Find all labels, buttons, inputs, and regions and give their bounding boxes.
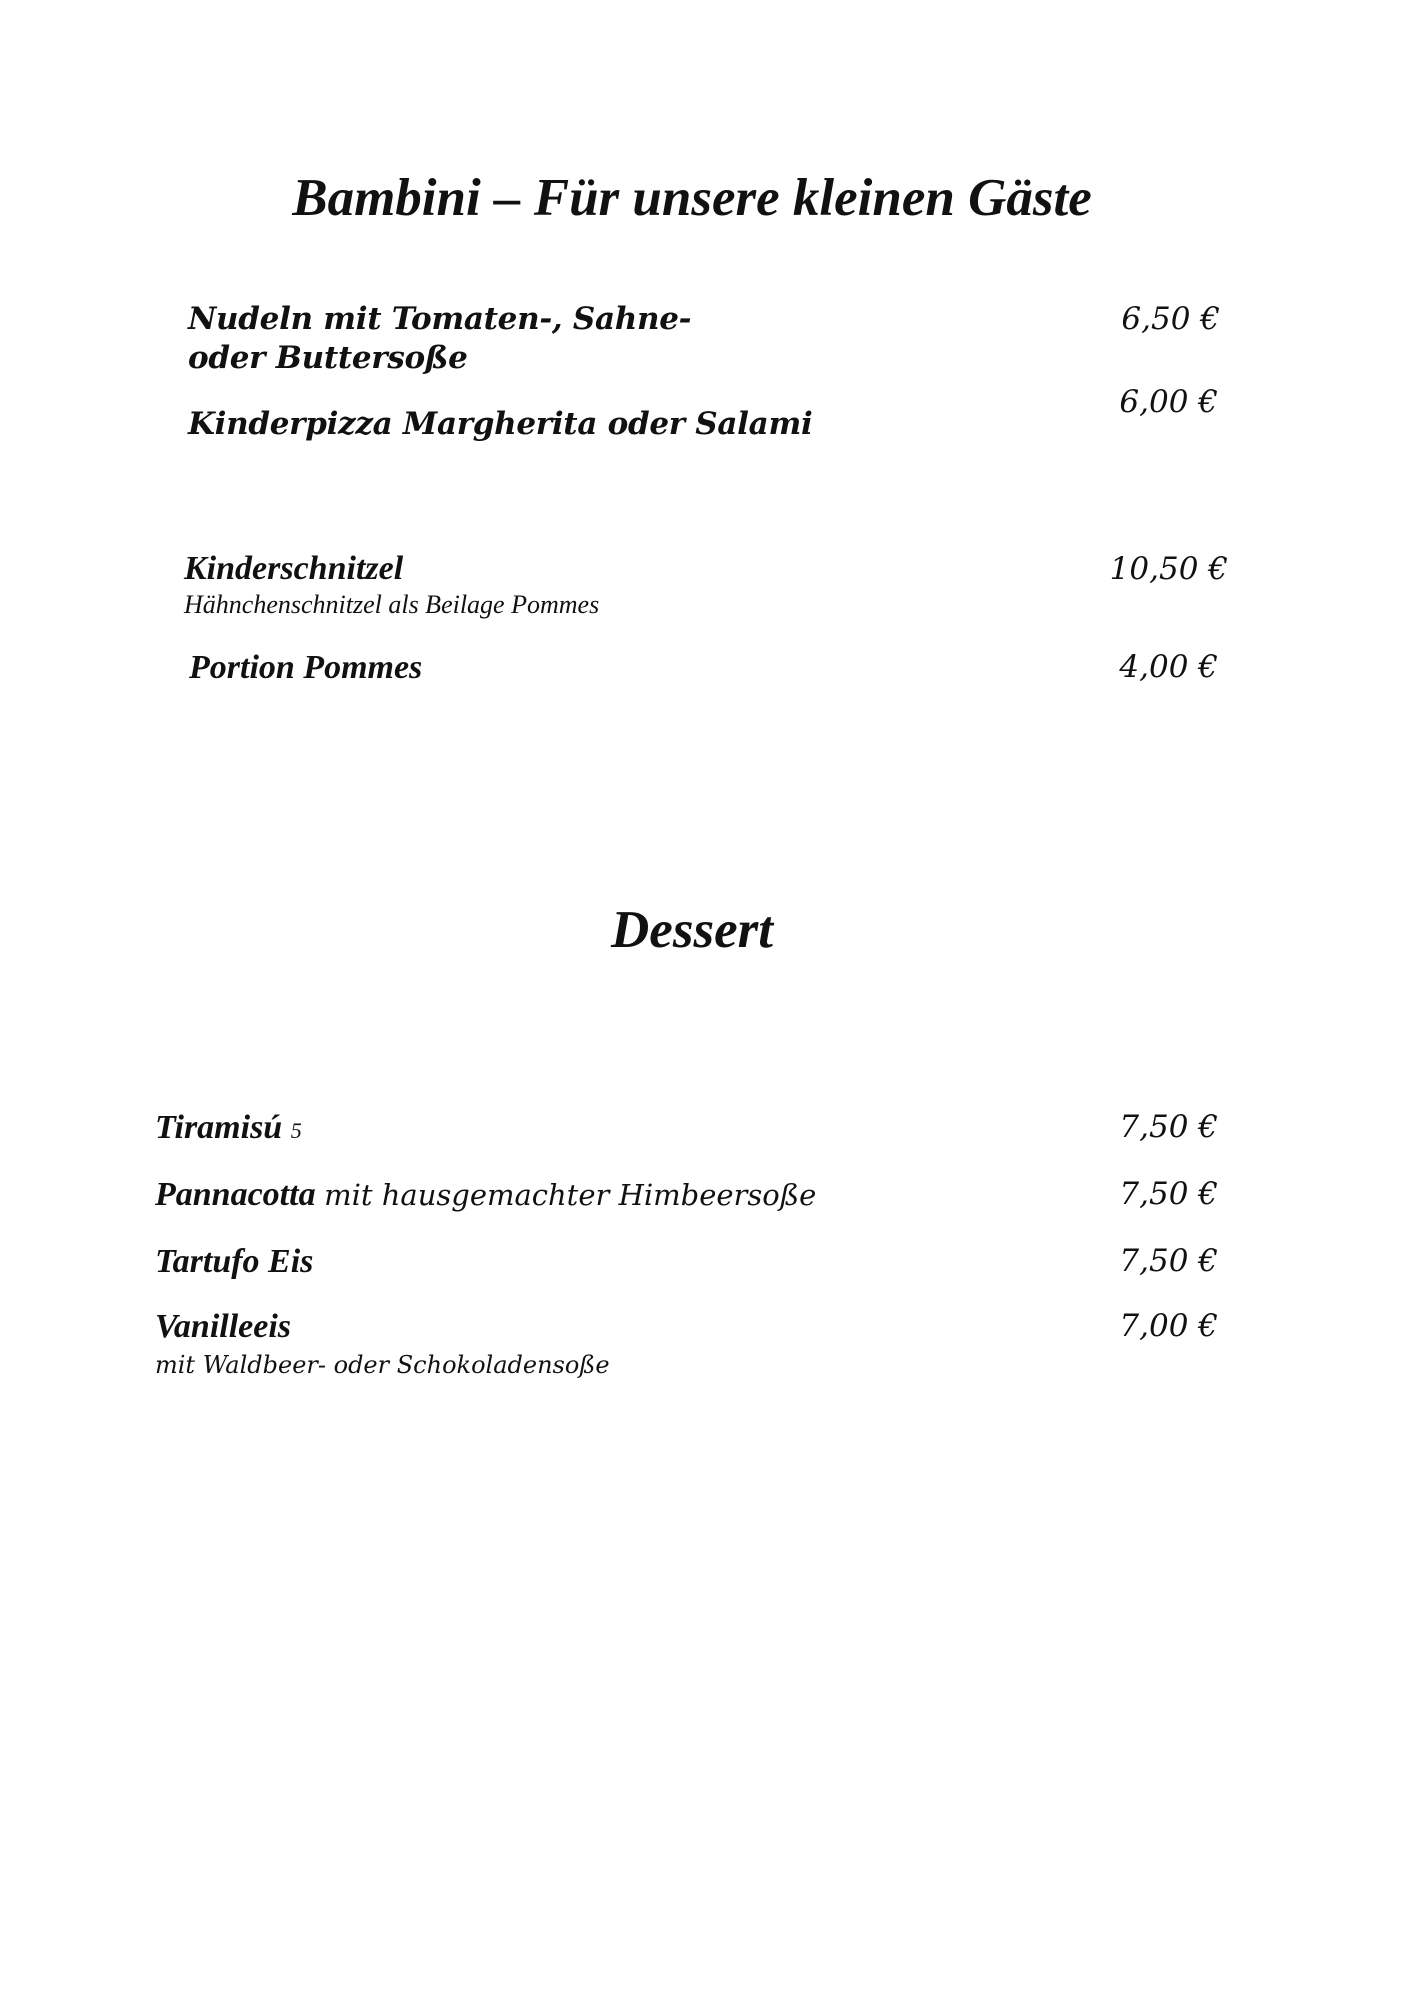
dish-name-tiramisu-label: Tiramisú [155, 1109, 283, 1146]
dish-name-nudeln: Nudeln mit Tomaten-, Sahne- oder Buttersoße [188, 301, 692, 376]
dish-name-portion-pommes: Portion Pommes [189, 649, 423, 686]
dish-name-vanilleeis: Vanilleeis [155, 1308, 292, 1345]
dish-price-tiramisu: 7,50 € [1119, 1109, 1218, 1145]
dish-desc-vanilleeis: mit Waldbeer- oder Schokoladensoße [155, 1351, 610, 1379]
dish-desc-kinderschnitzel: Hähnchenschnitzel als Beilage Pommes [184, 590, 600, 619]
dish-name-tiramisu [155, 1108, 302, 1151]
allergen-marker: 5 [290, 1118, 302, 1143]
dish-name-kinderpizza: Kinderpizza Margherita oder Salami [188, 406, 813, 442]
dish-price-pannacotta: 7,50 € [1119, 1176, 1218, 1212]
dish-price-nudeln: 6,50 € [1121, 301, 1220, 337]
dish-desc-pannacotta: mit hausgemachter Himbeersoße [324, 1178, 817, 1212]
dish-name-pannacotta [155, 1175, 816, 1215]
dish-price-kinderschnitzel: 10,50 € [1109, 551, 1228, 587]
dish-price-kinderpizza: 6,00 € [1119, 384, 1218, 420]
dish-price-tartufo-eis: 7,50 € [1119, 1243, 1218, 1279]
dish-name-pannacotta-label: Pannacotta [155, 1176, 316, 1213]
dish-price-portion-pommes: 4,00 € [1119, 649, 1218, 685]
dish-name-tartufo-eis: Tartufo Eis [155, 1243, 314, 1280]
dish-name-kinderschnitzel: Kinderschnitzel [184, 550, 404, 587]
bambini-heading: Bambini – Für unsere kleinen Gäste [292, 169, 1092, 227]
dish-price-vanilleeis: 7,00 € [1119, 1308, 1218, 1344]
dessert-heading: Dessert [611, 901, 773, 959]
